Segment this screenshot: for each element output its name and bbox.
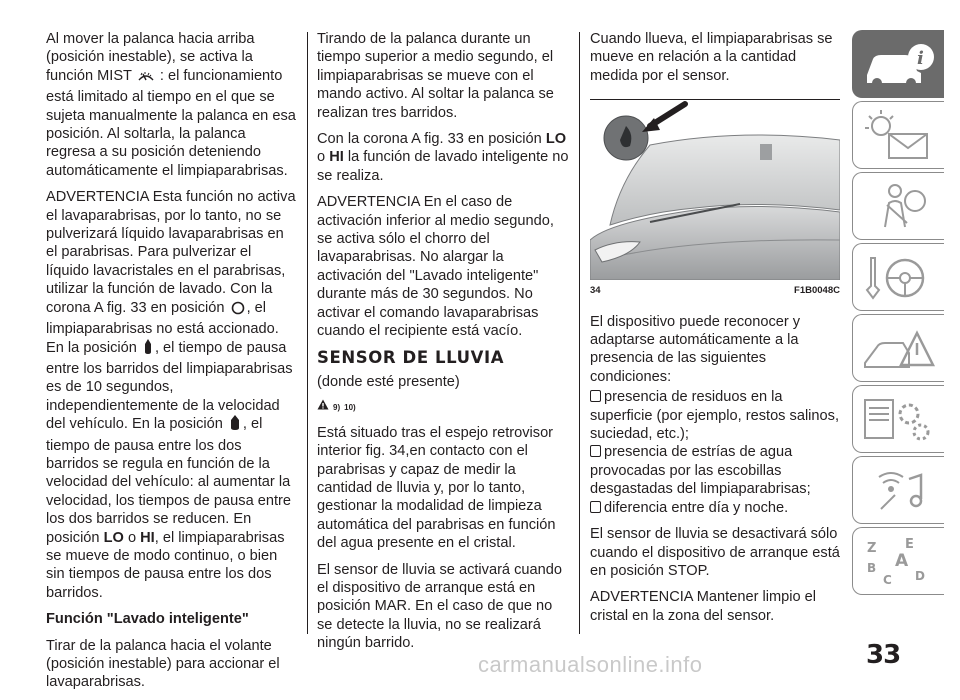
watermark: carmanualsonline.info <box>478 652 703 677</box>
bullet-icon <box>590 501 601 513</box>
list-item: diferencia entre día y noche. <box>590 499 840 517</box>
paragraph-rain-wipe: Cuando llueva, el limpiaparabrisas se mueve en relación a la cantidad medida por el sensor. <box>590 31 833 84</box>
intermittent-slow-icon <box>143 339 153 360</box>
warning-triangle-icon <box>317 399 329 417</box>
maintenance-gears-icon <box>859 390 939 450</box>
wiper-mist-icon <box>138 70 154 88</box>
paragraph-warning-3: ADVERTENCIA Mantener limpio el cristal en la zona del sensor. <box>590 589 817 624</box>
paragraph-sensor-off: El sensor de lluvia se desactivará sólo cuando el dispositivo de arranque está en posición STOP. <box>590 526 840 579</box>
bullet-icon <box>590 390 601 402</box>
figure-34-windshield <box>590 99 840 280</box>
figure-caption <box>590 282 840 300</box>
tab-multimedia[interactable] <box>852 456 944 524</box>
svg-text:D: D <box>915 569 925 583</box>
figure-number: 34 <box>590 285 601 297</box>
svg-text:i: i <box>917 48 924 69</box>
multimedia-icon <box>859 461 939 521</box>
paragraph-warning: ADVERTENCIA Esta función no activa el lavaparabrisas, por lo tanto, no se pulverizará líquido lavaparabrisas en el parabrisas. Para pulverizar el líquido lavacristales en el parabrisas, utilizar la función de lavado. Con la corona A fig. 33 en posición , el limpiaparabrisas no está accionado. En la posición , el tiempo de pausa entre los barridos del limpiaparabrisas es de 10 segundos, independientemente de la velocidad del vehículo. En la posición , el tiempo de pausa entre los dos barridos se regula en función de la velocidad del vehículo: al aumentar la velocidad, los tiempos de pausa entre los dos barridos se reducen. En posición LO o HI, el limpiaparabrisas se mueve de modo continuo, o bien sin tiempos de pausa entre los dos barridos. <box>46 189 296 601</box>
chapter-tabs <box>852 30 950 598</box>
paragraph-wash-duration: Tirando de la palanca durante un tiempo superior a medio segundo, el limpiaparabrisas se mueve con el mando activo. Al soltar la palanca se realizan tres barridos. <box>317 31 554 121</box>
svg-text:A: A <box>895 551 909 571</box>
paragraph-smart-wash: Tirar de la palanca hacia el volante (posición inestable) para accionar el lavaparabrisas. <box>46 637 280 691</box>
index-abc-icon <box>859 532 939 592</box>
car-windshield-illustration <box>590 100 840 280</box>
tab-starting-driving[interactable] <box>852 243 944 311</box>
svg-text:E: E <box>905 537 914 552</box>
emergency-triangle-icon <box>859 319 939 379</box>
tab-safety[interactable] <box>852 172 944 240</box>
tab-index[interactable] <box>852 527 944 595</box>
list-item: presencia de estrías de agua provocadas por las escobillas desgastadas del limpiaparabrisas; <box>590 444 811 498</box>
figure-code: F1B0048C <box>794 285 840 297</box>
paragraph-sensor-location: Está situado tras el espejo retrovisor interior fig. 34,en contacto con el parabrisas y capaz de medir la cantidad de lluvia y, por lo tanto, gestionar la modalidad de limpieza automática del parabrisas en función del agua presente en el cristal. <box>317 424 556 552</box>
paragraph-warning-2: ADVERTENCIA En el caso de activación inferior al medio segundo, se activa sólo el chorro del lavaparabrisas. No alargar la activación del "Lavado inteligente" durante más de 30 segundos. No activar el comando lavaparabrisas cuando el recipiente está vacío. <box>317 194 554 340</box>
warning-lights-icon <box>859 106 939 166</box>
text-column-3 <box>590 30 840 633</box>
tab-warning-lights[interactable] <box>852 101 944 169</box>
paragraph-mist: Al mover la palanca hacia arriba (posición inestable), se activa la función MIST : el funcionamiento está limitado al tiempo en el que se sujeta manualmente la palanca en esa posición. Al soltarla, la palanca regresa a su posición deteniendo automáticamente el limpiaparabrisas. <box>46 31 296 179</box>
tab-maintenance[interactable] <box>852 385 944 453</box>
tab-car-info[interactable] <box>852 30 944 98</box>
paragraph-sensor-activation: El sensor de lluvia se activará cuando el dispositivo de arranque está en posición MAR. En el caso de que no se detecte la lluvia, no se realizará ningún barrido. <box>317 561 562 652</box>
page-number: 33 <box>866 640 901 670</box>
airbag-seatbelt-icon <box>859 177 939 237</box>
steering-key-icon <box>859 248 939 308</box>
section-title-rain-sensor: SENSOR DE LLUVIA <box>317 347 505 367</box>
paragraph-conditions: El dispositivo puede reconocer y adaptarse automáticamente a la presencia de las siguientes condiciones: <box>590 313 801 385</box>
warning-references: 9) 10) <box>317 399 569 417</box>
bullet-icon <box>590 445 601 457</box>
tab-emergency[interactable] <box>852 314 944 382</box>
text-column-2 <box>317 30 569 661</box>
column-divider <box>307 32 308 634</box>
svg-text:C: C <box>883 573 892 587</box>
off-position-icon <box>231 301 245 320</box>
subtitle-where-present: (donde esté presente) <box>317 373 460 390</box>
list-item: presencia de residuos en la superficie (por ejemplo, restos salinos, suciedad, etc.); <box>590 389 840 443</box>
column-divider <box>579 32 580 634</box>
svg-text:Z: Z <box>867 541 877 556</box>
text-column-1 <box>46 30 298 700</box>
svg-text:B: B <box>867 561 877 575</box>
heading-smart-wash: Función "Lavado inteligente" <box>46 611 249 628</box>
paragraph-crown-position: Con la corona A fig. 33 en posición LO o HI la función de lavado inteligente no se realiza. <box>317 131 569 184</box>
intermittent-auto-icon <box>229 415 241 436</box>
car-info-icon <box>859 35 939 95</box>
